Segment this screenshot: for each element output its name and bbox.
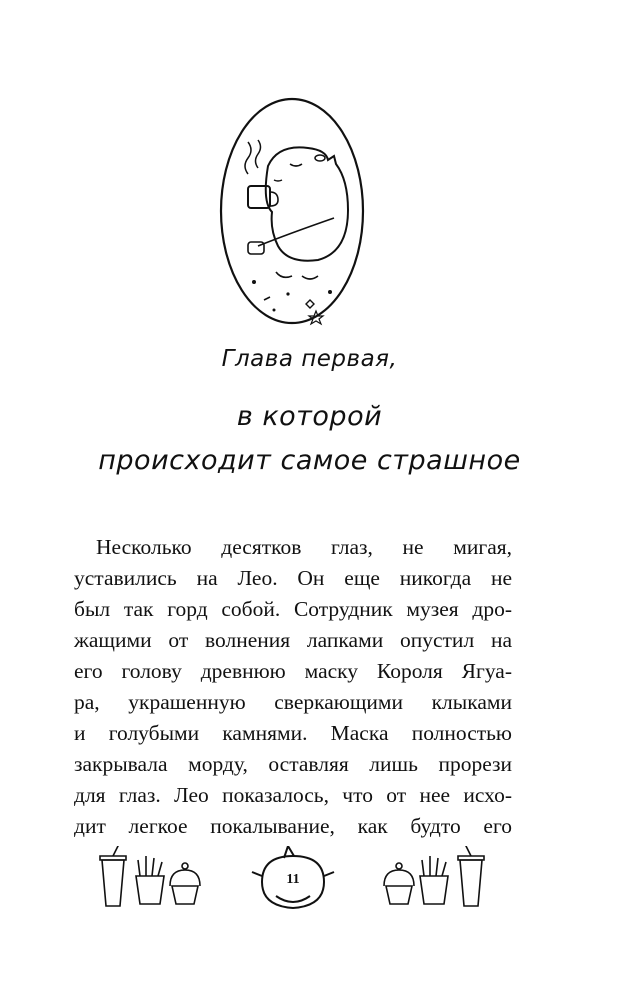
drink-cup-icon [100,846,126,906]
footer-decoration [0,846,619,916]
text-line: для глаз. Лео показалось, что от нее исхо- [74,783,512,807]
text-line: ра, украшенную сверкающими клыками [74,690,512,714]
cupcake-icon [384,863,414,904]
drink-cup-icon [458,846,484,906]
fries-icon [136,856,164,904]
fries-icon [420,856,448,904]
chapter-subtitle-line: происходит самое страшное [98,445,521,476]
text-line: его голову древнюю маску Короля Ягуа- [74,659,512,683]
text-line: закрывала морду, оставляя лишь прорези [74,752,512,776]
page-number: 11 [286,872,300,887]
chapter-subtitle [0,395,619,483]
text-line: уставились на Лео. Он еще никогда не [74,566,512,590]
text-line: жащими от волнения лапками опустил на [74,628,512,652]
chapter-subtitle-line: в которой [236,401,383,432]
body-paragraph [74,532,512,842]
text-line: был так горд собой. Сотрудник музея дро- [74,597,512,621]
chapter-illustration [218,96,366,326]
text-line: Несколько десятков глаз, не мигая, [96,535,512,559]
cupcake-icon [170,863,200,904]
text-line: дит легкое покалывание, как будто его [74,814,512,838]
text-line: и голубыми камнями. Маска полностью [74,721,512,745]
chapter-number-label: Глава первая, [221,346,398,372]
